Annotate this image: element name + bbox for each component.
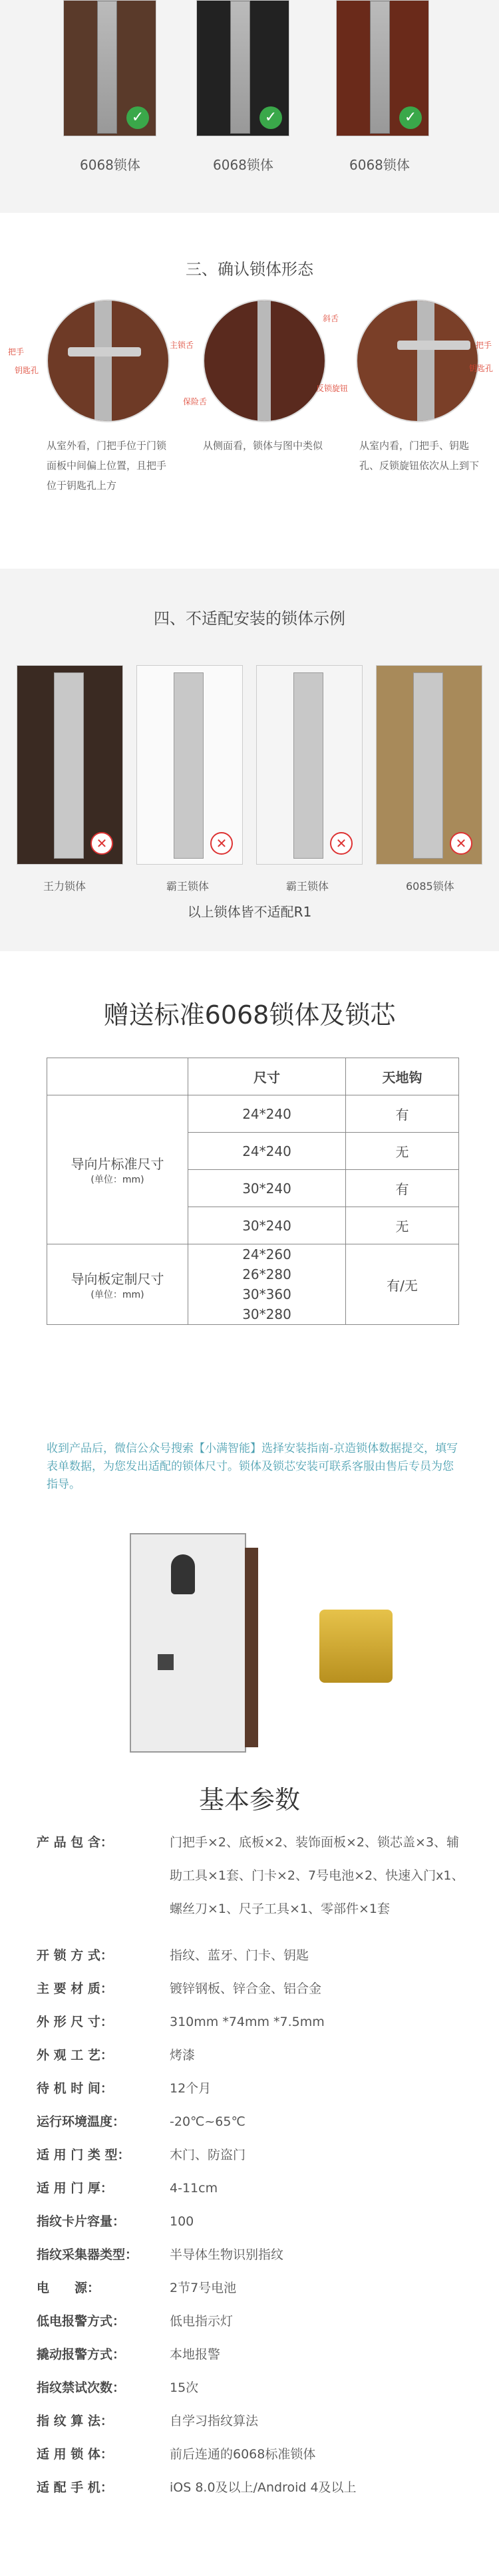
- custom-hook-cell: 有/无: [346, 1244, 459, 1325]
- param-value: 本地报警: [170, 2347, 221, 2362]
- table-header-empty: [47, 1058, 188, 1095]
- param-row: [37, 1939, 469, 1972]
- param-label: 外 观 工 艺：: [37, 2048, 113, 2063]
- param-value: 指纹、蓝牙、门卡、钥匙: [170, 1948, 309, 1963]
- param-value: 前后连通的6068标准锁体: [170, 2447, 316, 2462]
- label-keyhole-2: 钥匙孔: [469, 364, 494, 373]
- install-note: 收到产品后，微信公众号搜索【小满智能】选择安装指南-京造锁体数据提交，填写表单数据，为您发出适配的锁体尺寸。锁体及锁芯安装可联系客服由售后专员为您指导。: [47, 1442, 458, 1491]
- std-label: 导向片标准尺寸: [71, 1156, 164, 1172]
- label-knob: 反锁旋钮: [316, 384, 349, 393]
- custom-unit: (单位：mm): [90, 1289, 144, 1300]
- gift-section: [0, 951, 499, 1769]
- x-icon: ✕: [90, 832, 113, 855]
- section-confirm-shape: [0, 213, 499, 569]
- lock-image-3: [336, 0, 429, 136]
- table-cell: 30*240: [188, 1207, 346, 1244]
- label-handle-2: 把手: [476, 341, 492, 350]
- lock-image-2: [196, 0, 289, 136]
- top-lock-section: [0, 0, 499, 213]
- label-handle: 把手: [8, 347, 25, 357]
- param-row: [37, 1972, 469, 2005]
- section3-title: 三、确认锁体形态: [186, 260, 313, 279]
- label-keyhole: 钥匙孔: [15, 366, 39, 375]
- caption-bawang-2: 霸王锁体: [286, 880, 329, 893]
- param-value: 镀锌钢板、锌合金、铝合金: [170, 1981, 322, 1996]
- table-cell: 无: [346, 1207, 459, 1244]
- custom-size-cell: 24*260 26*280 30*360 30*280: [188, 1244, 346, 1325]
- param-row: [37, 2438, 469, 2471]
- param-value: iOS 8.0及以上/Android 4及以上: [170, 2480, 357, 2495]
- param-value: 4-11cm: [170, 2181, 218, 2196]
- gift-title: 赠送标准6068锁体及锁芯: [103, 1000, 396, 1030]
- size-table: [47, 1058, 459, 1325]
- lock-bawang-image-1: [136, 665, 243, 865]
- x-icon: ✕: [330, 832, 353, 855]
- table-cell: 30*240: [188, 1170, 346, 1207]
- desc-outdoor: 从室外看，门把手位于门锁面板中间偏上位置，且把手位于钥匙孔上方: [47, 440, 167, 492]
- lock-image-1: [63, 0, 156, 136]
- table-row: [47, 1244, 459, 1325]
- x-icon: ✕: [450, 832, 472, 855]
- param-row: [37, 2138, 469, 2172]
- param-value: 自学习指纹算法: [170, 2414, 259, 2428]
- param-label: 运行环境温度：: [37, 2114, 126, 2129]
- lock-body-image: [130, 1533, 246, 1753]
- param-row: [37, 1826, 469, 1939]
- caption-bawang-1: 霸王锁体: [166, 880, 210, 893]
- param-row: [37, 2404, 469, 2438]
- param-value: 门把手×2、底板×2、装饰面板×2、锁芯盖×3、辅助工具×1套、门卡×2、7号电池×2、快速入门x1、螺丝刀×1、尺子工具×1、零部件×1套: [170, 1835, 464, 1916]
- lock-bawang-image-2: [256, 665, 363, 865]
- lock-6085-image: [376, 665, 482, 865]
- section-incompatible: [0, 569, 499, 951]
- params-section: [0, 1769, 499, 2576]
- check-icon: ✓: [399, 106, 422, 129]
- param-label: 适 配 手 机：: [37, 2480, 113, 2495]
- desc-side: 从侧面看，锁体与图中类似: [203, 440, 323, 452]
- param-value: 烤漆: [170, 2048, 196, 2063]
- table-cell: 24*240: [188, 1095, 346, 1133]
- param-value: -20℃~65℃: [170, 2114, 246, 2129]
- table-header-row: [47, 1058, 459, 1095]
- param-label: 撬动报警方式：: [37, 2347, 126, 2362]
- indoor-view-image: [356, 299, 479, 422]
- std-label-cell: [47, 1095, 188, 1244]
- table-row: [47, 1095, 459, 1133]
- table-header-size: 尺寸: [188, 1058, 346, 1095]
- x-icon: ✕: [210, 832, 233, 855]
- param-value: 低电指示灯: [170, 2314, 234, 2329]
- param-label: 低电报警方式：: [37, 2314, 126, 2329]
- table-cell: 24*240: [188, 1133, 346, 1170]
- custom-label-cell: [47, 1244, 188, 1325]
- section4-title: 四、不适配安装的锁体示例: [154, 609, 345, 628]
- table-cell: 有: [346, 1095, 459, 1133]
- param-label: 外 形 尺 寸：: [37, 2015, 113, 2029]
- std-unit: (单位：mm): [90, 1175, 144, 1185]
- param-value: 310mm *74mm *7.5mm: [170, 2015, 325, 2029]
- param-label: 待 机 时 间：: [37, 2081, 113, 2096]
- check-icon: ✓: [259, 106, 282, 129]
- side-view-image: [203, 299, 326, 422]
- param-value: 100: [170, 2214, 194, 2229]
- param-label: 开 锁 方 式：: [37, 1948, 113, 1963]
- param-label: 主 要 材 质：: [37, 1981, 113, 1996]
- param-row: [37, 2072, 469, 2105]
- params-title: 基本参数: [198, 1785, 300, 1814]
- param-row: [37, 2105, 469, 2138]
- caption-wangli: 王力锁体: [43, 880, 86, 893]
- table-cell: 有: [346, 1170, 459, 1207]
- custom-label: 导向板定制尺寸: [71, 1270, 164, 1287]
- label-safety-bolt: 保险舌: [183, 397, 208, 406]
- param-value: 2节7号电池: [170, 2281, 237, 2295]
- param-value: 15次: [170, 2380, 199, 2395]
- label-latch: 斜舌: [323, 314, 339, 323]
- lock-caption-2: 6068锁体: [213, 157, 273, 173]
- param-value: 木门、防盗门: [170, 2148, 246, 2162]
- desc-indoor: 从室内看，门把手、钥匙孔、反锁旋钮依次从上到下: [359, 440, 480, 472]
- param-row: [37, 2039, 469, 2072]
- param-label: 适 用 门 类 型：: [37, 2148, 130, 2162]
- param-label: 指纹禁试次数：: [37, 2380, 126, 2395]
- param-value: 12个月: [170, 2081, 212, 2096]
- table-header-hook: 天地钩: [346, 1058, 459, 1095]
- param-label: 指纹采集器类型：: [37, 2247, 138, 2262]
- label-main-bolt: 主锁舌: [170, 341, 194, 350]
- param-row: [37, 2305, 469, 2338]
- table-cell: 无: [346, 1133, 459, 1170]
- param-row: [37, 2005, 469, 2039]
- param-row: [37, 2205, 469, 2238]
- params-list: [37, 1826, 469, 2504]
- param-value: 半导体生物识别指纹: [170, 2247, 284, 2262]
- param-label: 适 用 锁 体：: [37, 2447, 113, 2462]
- param-label: 指 纹 算 法：: [37, 2414, 113, 2428]
- param-row: [37, 2238, 469, 2271]
- param-label: 电 源：: [37, 2281, 100, 2295]
- param-row: [37, 2172, 469, 2205]
- param-label: 指纹卡片容量：: [37, 2214, 126, 2229]
- param-label: 适 用 门 厚：: [37, 2181, 113, 2196]
- check-icon: ✓: [126, 106, 149, 129]
- lock-wangli-image: [17, 665, 123, 865]
- param-row: [37, 2271, 469, 2305]
- param-label: 产 品 包 含：: [37, 1835, 113, 1850]
- incompatible-footer: 以上锁体皆不适配R1: [187, 904, 312, 920]
- lock-caption-1: 6068锁体: [80, 157, 140, 173]
- param-row: [37, 2371, 469, 2404]
- param-row: [37, 2338, 469, 2371]
- lock-caption-3: 6068锁体: [349, 157, 410, 173]
- param-row: [37, 2471, 469, 2504]
- caption-6085: 6085锁体: [406, 880, 454, 893]
- lock-cylinder-image: [319, 1610, 393, 1683]
- outdoor-view-image: [47, 299, 170, 422]
